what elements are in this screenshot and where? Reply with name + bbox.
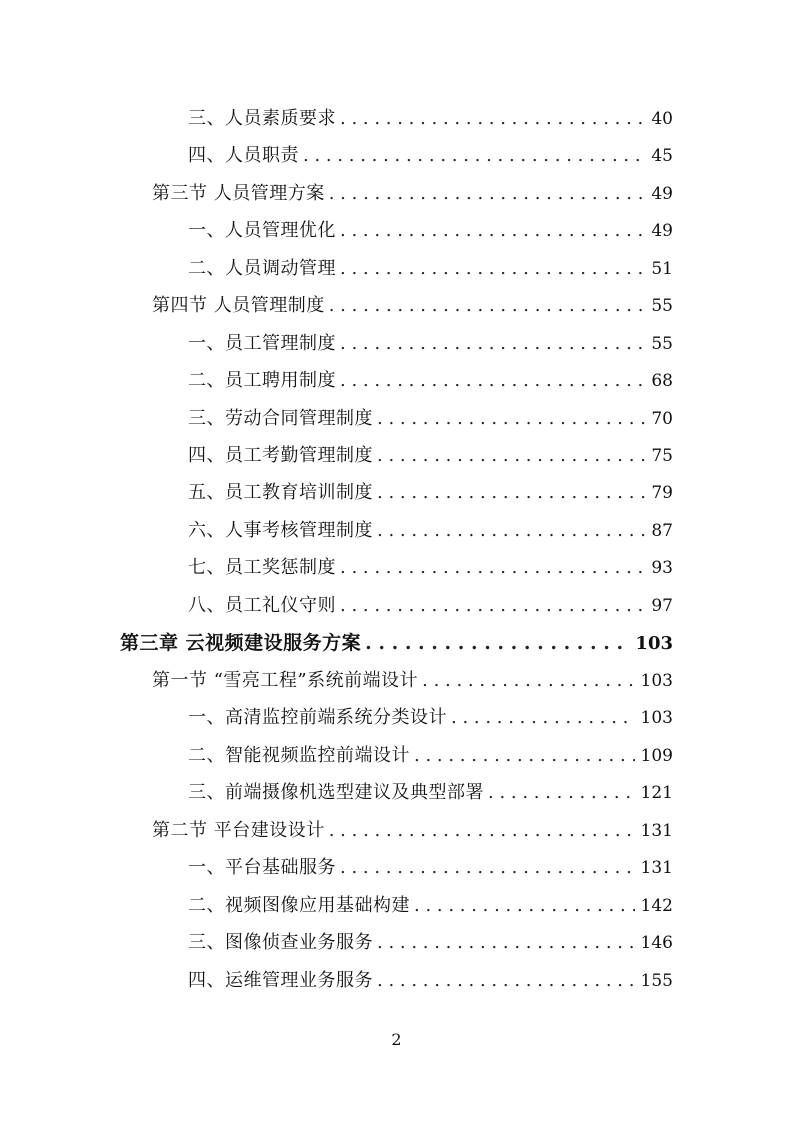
toc-entry-label: 第三节 人员管理方案 xyxy=(152,183,325,204)
toc-entry[interactable] xyxy=(152,816,673,846)
toc-entry[interactable] xyxy=(188,853,673,883)
toc-dot-leader xyxy=(488,778,635,808)
toc-dot-leader xyxy=(329,291,646,321)
toc-entry-page: 49 xyxy=(651,221,673,241)
toc-entry[interactable] xyxy=(188,216,673,246)
toc-entry-page: 75 xyxy=(651,446,673,466)
toc-entry-page: 55 xyxy=(651,334,673,354)
toc-dot-leader xyxy=(340,104,645,134)
toc-dot-leader xyxy=(329,179,646,209)
toc-entry-page: 103 xyxy=(635,633,673,654)
toc-entry-page: 79 xyxy=(651,483,673,503)
toc-entry[interactable] xyxy=(188,553,673,583)
toc-entry-label: 八、员工礼仪守则 xyxy=(188,595,336,616)
toc-entry[interactable] xyxy=(188,254,673,284)
toc-entry-page: 121 xyxy=(640,783,673,803)
toc-entry-page: 55 xyxy=(651,296,673,316)
toc-entry[interactable] xyxy=(188,928,673,958)
toc-dot-leader xyxy=(340,329,645,359)
toc-entry[interactable] xyxy=(188,404,673,434)
toc-entry-page: 49 xyxy=(651,184,673,204)
toc-entry-page: 45 xyxy=(651,146,673,166)
toc-dot-leader xyxy=(340,853,635,883)
toc-entry[interactable] xyxy=(188,703,673,733)
toc-entry[interactable] xyxy=(188,478,673,508)
toc-dot-leader xyxy=(340,254,645,284)
toc-entry[interactable] xyxy=(188,778,673,808)
toc-entry[interactable] xyxy=(188,441,673,471)
toc-entry[interactable] xyxy=(188,966,673,996)
toc-entry-label: 第三章 云视频建设服务方案 xyxy=(120,632,362,654)
page-number: 2 xyxy=(391,1030,402,1049)
toc-entry[interactable] xyxy=(188,891,673,921)
toc-entry-page: 70 xyxy=(651,409,673,429)
toc-entry-page: 103 xyxy=(640,671,673,691)
toc-dot-leader xyxy=(377,441,645,471)
toc-entry-label: 一、高清监控前端系统分类设计 xyxy=(188,707,447,728)
toc-entry-page: 155 xyxy=(640,971,673,991)
toc-dot-leader xyxy=(377,478,645,508)
toc-entry-label: 四、运维管理业务服务 xyxy=(188,970,373,991)
toc-entry[interactable] xyxy=(188,366,673,396)
toc-entry-label: 七、员工奖惩制度 xyxy=(188,557,336,578)
toc-entry-page: 109 xyxy=(640,746,673,766)
toc-dot-leader xyxy=(340,553,645,583)
toc-entry[interactable] xyxy=(188,741,673,771)
toc-entry-label: 三、前端摄像机选型建议及典型部署 xyxy=(188,782,484,803)
toc-entry-page: 131 xyxy=(640,858,673,878)
toc-dot-leader xyxy=(414,891,635,921)
toc-entry-page: 51 xyxy=(651,259,673,279)
toc-dot-leader xyxy=(303,141,645,171)
toc-dot-leader xyxy=(377,516,645,546)
toc-entry-label: 四、员工考勤管理制度 xyxy=(188,445,373,466)
toc-entry-label: 二、智能视频监控前端设计 xyxy=(188,745,410,766)
toc-entry-page: 40 xyxy=(651,109,673,129)
toc-entry[interactable] xyxy=(152,179,673,209)
toc-dot-leader xyxy=(377,928,635,958)
toc-entry-label: 二、人员调动管理 xyxy=(188,258,336,279)
toc-dot-leader xyxy=(365,628,629,658)
toc-entry-label: 第一节 “雪亮工程”系统前端设计 xyxy=(152,670,419,691)
toc-entry-page: 131 xyxy=(640,821,673,841)
toc-dot-leader xyxy=(340,366,645,396)
toc-entry[interactable] xyxy=(188,591,673,621)
toc-entry[interactable] xyxy=(152,666,673,696)
toc-entry-label: 一、员工管理制度 xyxy=(188,333,336,354)
toc-dot-leader xyxy=(340,591,645,621)
toc-entry[interactable] xyxy=(188,104,673,134)
toc-entry-label: 三、人员素质要求 xyxy=(188,108,336,129)
toc-entry-page: 103 xyxy=(640,708,673,728)
toc-entry-label: 二、视频图像应用基础构建 xyxy=(188,895,410,916)
toc-entry-page: 146 xyxy=(640,933,673,953)
toc-entry-page: 93 xyxy=(651,558,673,578)
toc-entry-chapter[interactable] xyxy=(120,628,673,658)
toc-dot-leader xyxy=(340,216,645,246)
toc-entry[interactable] xyxy=(188,516,673,546)
toc-entry[interactable] xyxy=(152,291,673,321)
toc-dot-leader xyxy=(414,741,635,771)
toc-entry-page: 68 xyxy=(651,371,673,391)
toc-entry-label: 二、员工聘用制度 xyxy=(188,370,336,391)
toc-entry-page: 142 xyxy=(640,896,673,916)
toc-entry-page: 97 xyxy=(651,596,673,616)
toc-entry-label: 第四节 人员管理制度 xyxy=(152,295,325,316)
toc-dot-leader xyxy=(377,966,635,996)
toc-entry-page: 87 xyxy=(651,521,673,541)
toc-dot-leader xyxy=(329,816,635,846)
toc-entry-label: 一、平台基础服务 xyxy=(188,857,336,878)
toc-entry[interactable] xyxy=(188,329,673,359)
toc-entry-label: 第二节 平台建设设计 xyxy=(152,820,325,841)
toc-entry-label: 三、劳动合同管理制度 xyxy=(188,408,373,429)
toc-dot-leader xyxy=(422,666,634,696)
toc-entry-label: 一、人员管理优化 xyxy=(188,220,336,241)
toc-entry-label: 三、图像侦查业务服务 xyxy=(188,932,373,953)
toc-entry[interactable] xyxy=(188,141,673,171)
toc-dot-leader xyxy=(451,703,635,733)
toc-entry-label: 五、员工教育培训制度 xyxy=(188,482,373,503)
toc-entry-label: 四、人员职责 xyxy=(188,145,299,166)
toc-entry-label: 六、人事考核管理制度 xyxy=(188,520,373,541)
toc-dot-leader xyxy=(377,404,645,434)
